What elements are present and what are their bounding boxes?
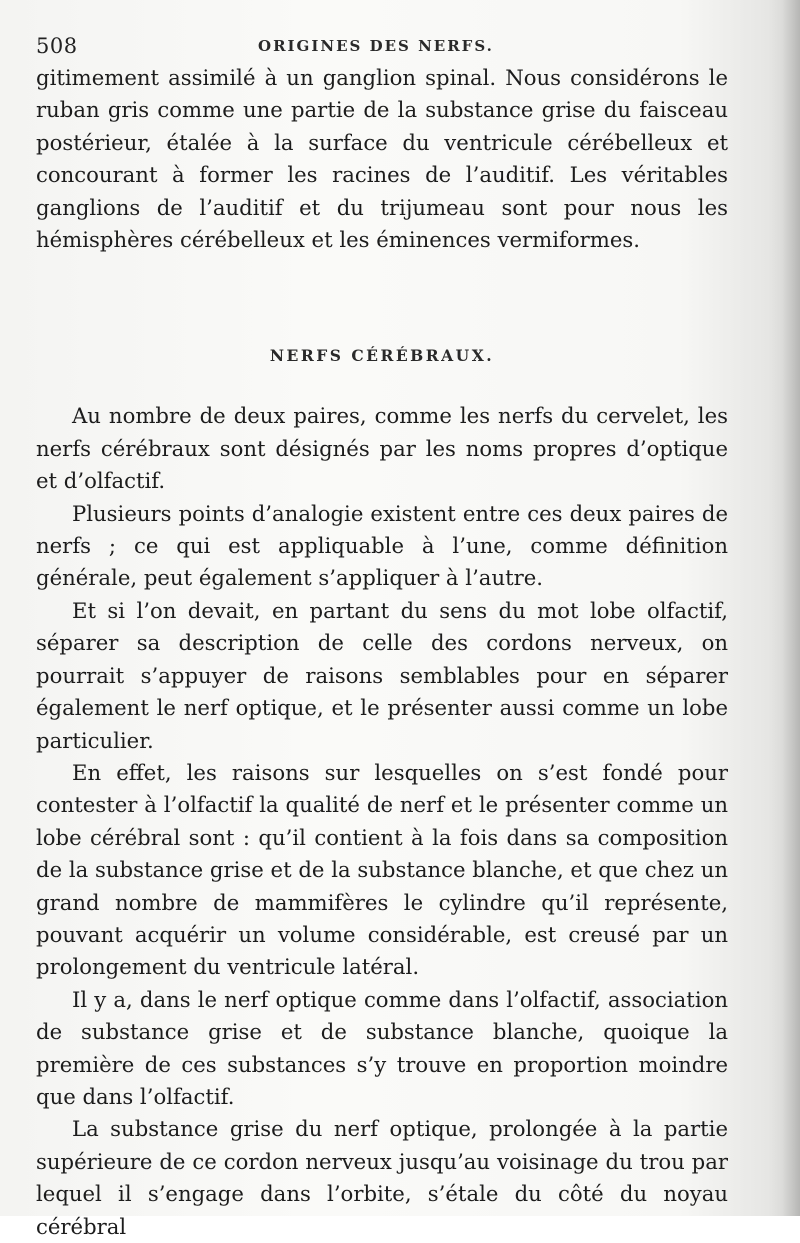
paragraph: Et si l’on devait, en partant du sens du mot lobe olfactif, séparer sa description de celle des cordons nerveux, on pourrait s’appuyer de raisons semblables pour en séparer également le nerf optique, et le présenter aussi comme un lobe particulier.	[36, 597, 728, 753]
paragraph: En effet, les raisons sur lesquelles on s’est fondé pour contester à l’olfactif la qualité de nerf et le présenter comme un lobe cérébral sont : qu’il contient à la fois dans sa composition de la substance grise et de la substance blanche, et que chez un grand nombre de mammifères le cylindre qu’il représente, pouvant acquérir un volume considérable, est creusé par un prolongement du ventricule latéral.	[36, 759, 728, 980]
section-title: NERFS CÉRÉBRAUX.	[269, 346, 495, 366]
page-number: 508	[36, 34, 78, 58]
paragraph: Il y a, dans le nerf optique comme dans l’olfactif, association de substance grise et de substance blanche, quoique la première de ces substances s’y trouve en proportion moindre que dans l’olfactif.	[36, 986, 728, 1109]
page-edge-shadow	[782, 0, 800, 1216]
body-text	[36, 62, 728, 1243]
paragraph: Au nombre de deux paires, comme les nerfs du cervelet, les nerfs cérébraux sont désignés par les noms propres d’optique et d’olfactif.	[36, 403, 728, 494]
page-header	[36, 34, 756, 64]
paragraph: Plusieurs points d’analogie existent entre ces deux paires de nerfs ; ce qui est appliquable à l’une, comme définition générale, peut également s’appliquer à l’autre.	[36, 500, 728, 591]
running-head: ORIGINES DES NERFS.	[258, 37, 494, 55]
paragraph-continued: gitimement assimilé à un ganglion spinal. Nous considérons le ruban gris comme une partie de la substance grise du faisceau postérieur, étalée à la surface du ventricule cérébelleux et concourant à former les racines de l’auditif. Les véritables ganglions de l’auditif et du trijumeau sont pour nous les hémisphères cérébelleux et les éminences vermiformes.	[36, 65, 728, 253]
paragraph: La substance grise du nerf optique, prolongée à la partie supérieure de ce cordon nerveux jusqu’au voisinage du trou par lequel il s’engage dans l’orbite, s’étale du côté du noyau cérébral	[36, 1116, 728, 1239]
